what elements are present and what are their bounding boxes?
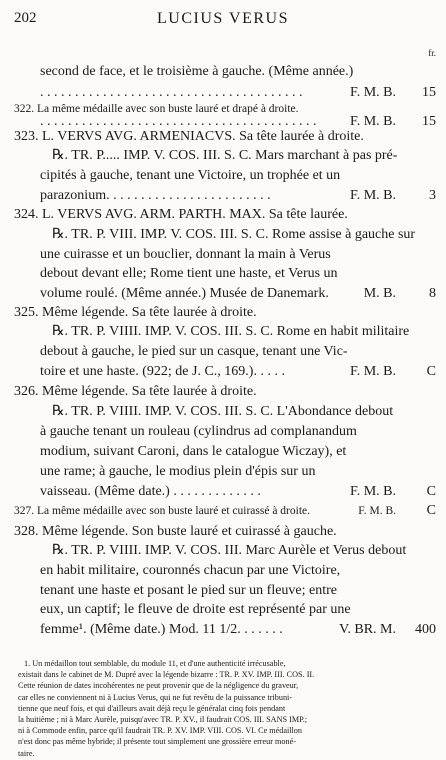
text-line (0, 403, 446, 421)
text-line (0, 502, 446, 520)
text-line (0, 285, 446, 303)
footnote-text: 1. Un médaillon tout semblable, du module 11, et d'une authenticité irrécusable, (24, 659, 286, 668)
footnote-line (0, 669, 446, 681)
text-line (0, 363, 446, 381)
collection-ref: F. M. B. (350, 188, 396, 203)
text-line (0, 582, 446, 600)
line-text: 322. La même médaille avec son buste lauré et drapé à droite. (14, 103, 299, 115)
footnote-line (0, 658, 446, 670)
text-line (0, 226, 446, 244)
text-line (0, 483, 446, 501)
line-text: second de face, et le troisième à gauche. (Même année.) (40, 64, 354, 79)
line-text: ℞. TR. P. VIIII. IMP. V. COS. III. Marc Aurèle et Verus debout (52, 543, 407, 558)
footnote-line (0, 680, 446, 692)
footnote-line (0, 748, 446, 760)
collection-ref: M. B. (363, 286, 396, 301)
footnote-text: la huitième ; ni à Marc Aurèle, puisqu'avec TR. P. XV., il faudrait COS. III. SANS IMP.; (18, 715, 308, 724)
text-line (0, 601, 446, 619)
page-number: 202 (14, 10, 37, 26)
line-text: cipités à gauche, tenant une Victoire, un trophée et un (40, 168, 341, 183)
line-text: 323. L. VERVS AVG. ARMENIACVS. Sa tête laurée à droite. (14, 129, 364, 144)
line-text: 328. Même légende. Son buste lauré et cuirassé à gauche. (14, 524, 337, 539)
collection-ref: F. M. B. (350, 114, 396, 129)
line-text: toire et une haste. (922; de J. C., 169.). . . . . (40, 364, 285, 379)
line-text: volume roulé. (Même année.) Musée de Danemark. (40, 286, 329, 301)
text-line (0, 128, 446, 146)
price-value: 400 (415, 622, 436, 637)
footnote-text: car elles ne conviennent ni à Lucius Verus, qui ne fut revêtu de la puissance tribuni- (18, 692, 293, 702)
text-line (0, 463, 446, 481)
collection-ref: F. M. B. (358, 505, 396, 517)
text-line (0, 423, 446, 441)
line-text: debout devant elle; Rome tient une haste, et Verus un (40, 266, 338, 281)
text-line (0, 323, 446, 341)
price-value: 8 (429, 286, 436, 301)
footnote-line (0, 692, 446, 704)
text-line (0, 206, 446, 224)
footnote-line (0, 703, 446, 715)
text-line (0, 542, 446, 560)
line-text: à gauche tenant un rouleau (cylindrus ad complanandum (40, 424, 357, 439)
footnote-line (0, 725, 446, 737)
price-value: C (426, 484, 436, 499)
line-text: 327. La même médaille avec son buste lauré et cuirassé à droite. (14, 505, 311, 517)
line-text: tenant une haste et posant le pied sur un fleuve; entre (40, 583, 338, 598)
line-text: ℞. TR. P. VIIII. IMP. V. COS. III. S. C. L'Abondance debout (52, 404, 394, 419)
line-text: femme¹. (Même date.) Mod. 11 1/2. . . . . . . (40, 622, 283, 637)
price-value: 3 (429, 188, 436, 203)
price-value: 15 (422, 114, 436, 129)
line-text: debout à gauche, le pied sur un casque, tenant une Vic- (40, 344, 348, 359)
line-text: parazonium. . . . . . . . . . . . . . . . . . . . . . . . (40, 188, 271, 203)
text-line (0, 343, 446, 361)
price-value: C (426, 364, 436, 379)
footnote-text: taire. (18, 748, 35, 758)
column-label: fr. (428, 48, 436, 58)
line-text: 325. Même légende. Sa tête laurée à droite. (14, 305, 257, 320)
text-line (0, 383, 446, 401)
line-text: une cuirasse et un bouclier, donnant la main à Verus (40, 247, 331, 262)
collection-ref: F. M. B. (350, 364, 396, 379)
collection-ref: F. M. B. (350, 484, 396, 499)
text-line (0, 167, 446, 185)
price-value: 15 (422, 85, 436, 100)
text-line (0, 562, 446, 580)
text-line (0, 246, 446, 264)
line-text: modium, suivant Caroni, dans le catalogue Wiczay), et (40, 444, 347, 459)
line-text: ℞. TR. P. VIIII. IMP. V. COS. III. S. C. Rome en habit militaire (52, 324, 410, 339)
text-line (0, 187, 446, 205)
running-title: LUCIUS VERUS (157, 10, 289, 27)
line-text: ℞. TR. P. VIII. IMP. V. COS. III. S. C. Rome assise à gauche sur (52, 227, 416, 242)
line-text: en habit militaire, couronnés chacun par une Victoire, (40, 563, 341, 578)
collection-ref: V. BR. M. (339, 622, 396, 637)
text-line (0, 63, 446, 81)
line-text: une rame; à gauche, le modius plein d'épis sur un (40, 464, 316, 479)
line-text: 326. Même légende. Sa tête laurée à droite. (14, 384, 257, 399)
line-text: eux, un captif; le fleuve de droite est représenté par une (40, 602, 351, 617)
text-line (0, 265, 446, 283)
footnote-text: Cette réunion de dates incohérentes ne peut provenir que de la négligence du graveur, (18, 681, 299, 691)
collection-ref: F. M. B. (350, 85, 396, 100)
line-text: 324. L. VERVS AVG. ARM. PARTH. MAX. Sa tête laurée. (14, 207, 348, 222)
text-line (0, 443, 446, 461)
line-text: . . . . . . . . . . . . . . . . . . . . . . . . . . . . . . . . . . . . . . (40, 85, 303, 100)
footnote-line (0, 736, 446, 748)
text-line (0, 621, 446, 639)
line-text: . . . . . . . . . . . . . . . . . . . . . . . . . . . . . . . . . . . . . . . . (40, 114, 317, 129)
price-value: C (426, 503, 436, 518)
footnote-text: existait dans le cabinet de M. Dupré avec la légende bizarre : TR. P. XV. IMP. III. COS. II. (18, 670, 315, 680)
line-text: ℞. TR. P..... IMP. V. COS. III. S. C. Mars marchant à pas pré- (52, 148, 398, 163)
footnote-text: ni à Commode enfin, parce qu'il faudrait TR. P. XV. IMP. VIII. COS. VI. Ce médaillon (18, 726, 302, 736)
text-line (0, 304, 446, 322)
footnote-text: tienne que neuf fois, et qui d'ailleurs avait déjà reçu le généralat cinq fois pendant (18, 703, 286, 713)
text-line (0, 147, 446, 165)
text-line (0, 523, 446, 541)
footnote-line (0, 714, 446, 726)
line-text: vaisseau. (Même date.) . . . . . . . . . . . . . (40, 484, 261, 499)
footnote-text: n'est donc pas même hybride; il présente tout simplement une grossière erreur moné- (18, 737, 296, 747)
